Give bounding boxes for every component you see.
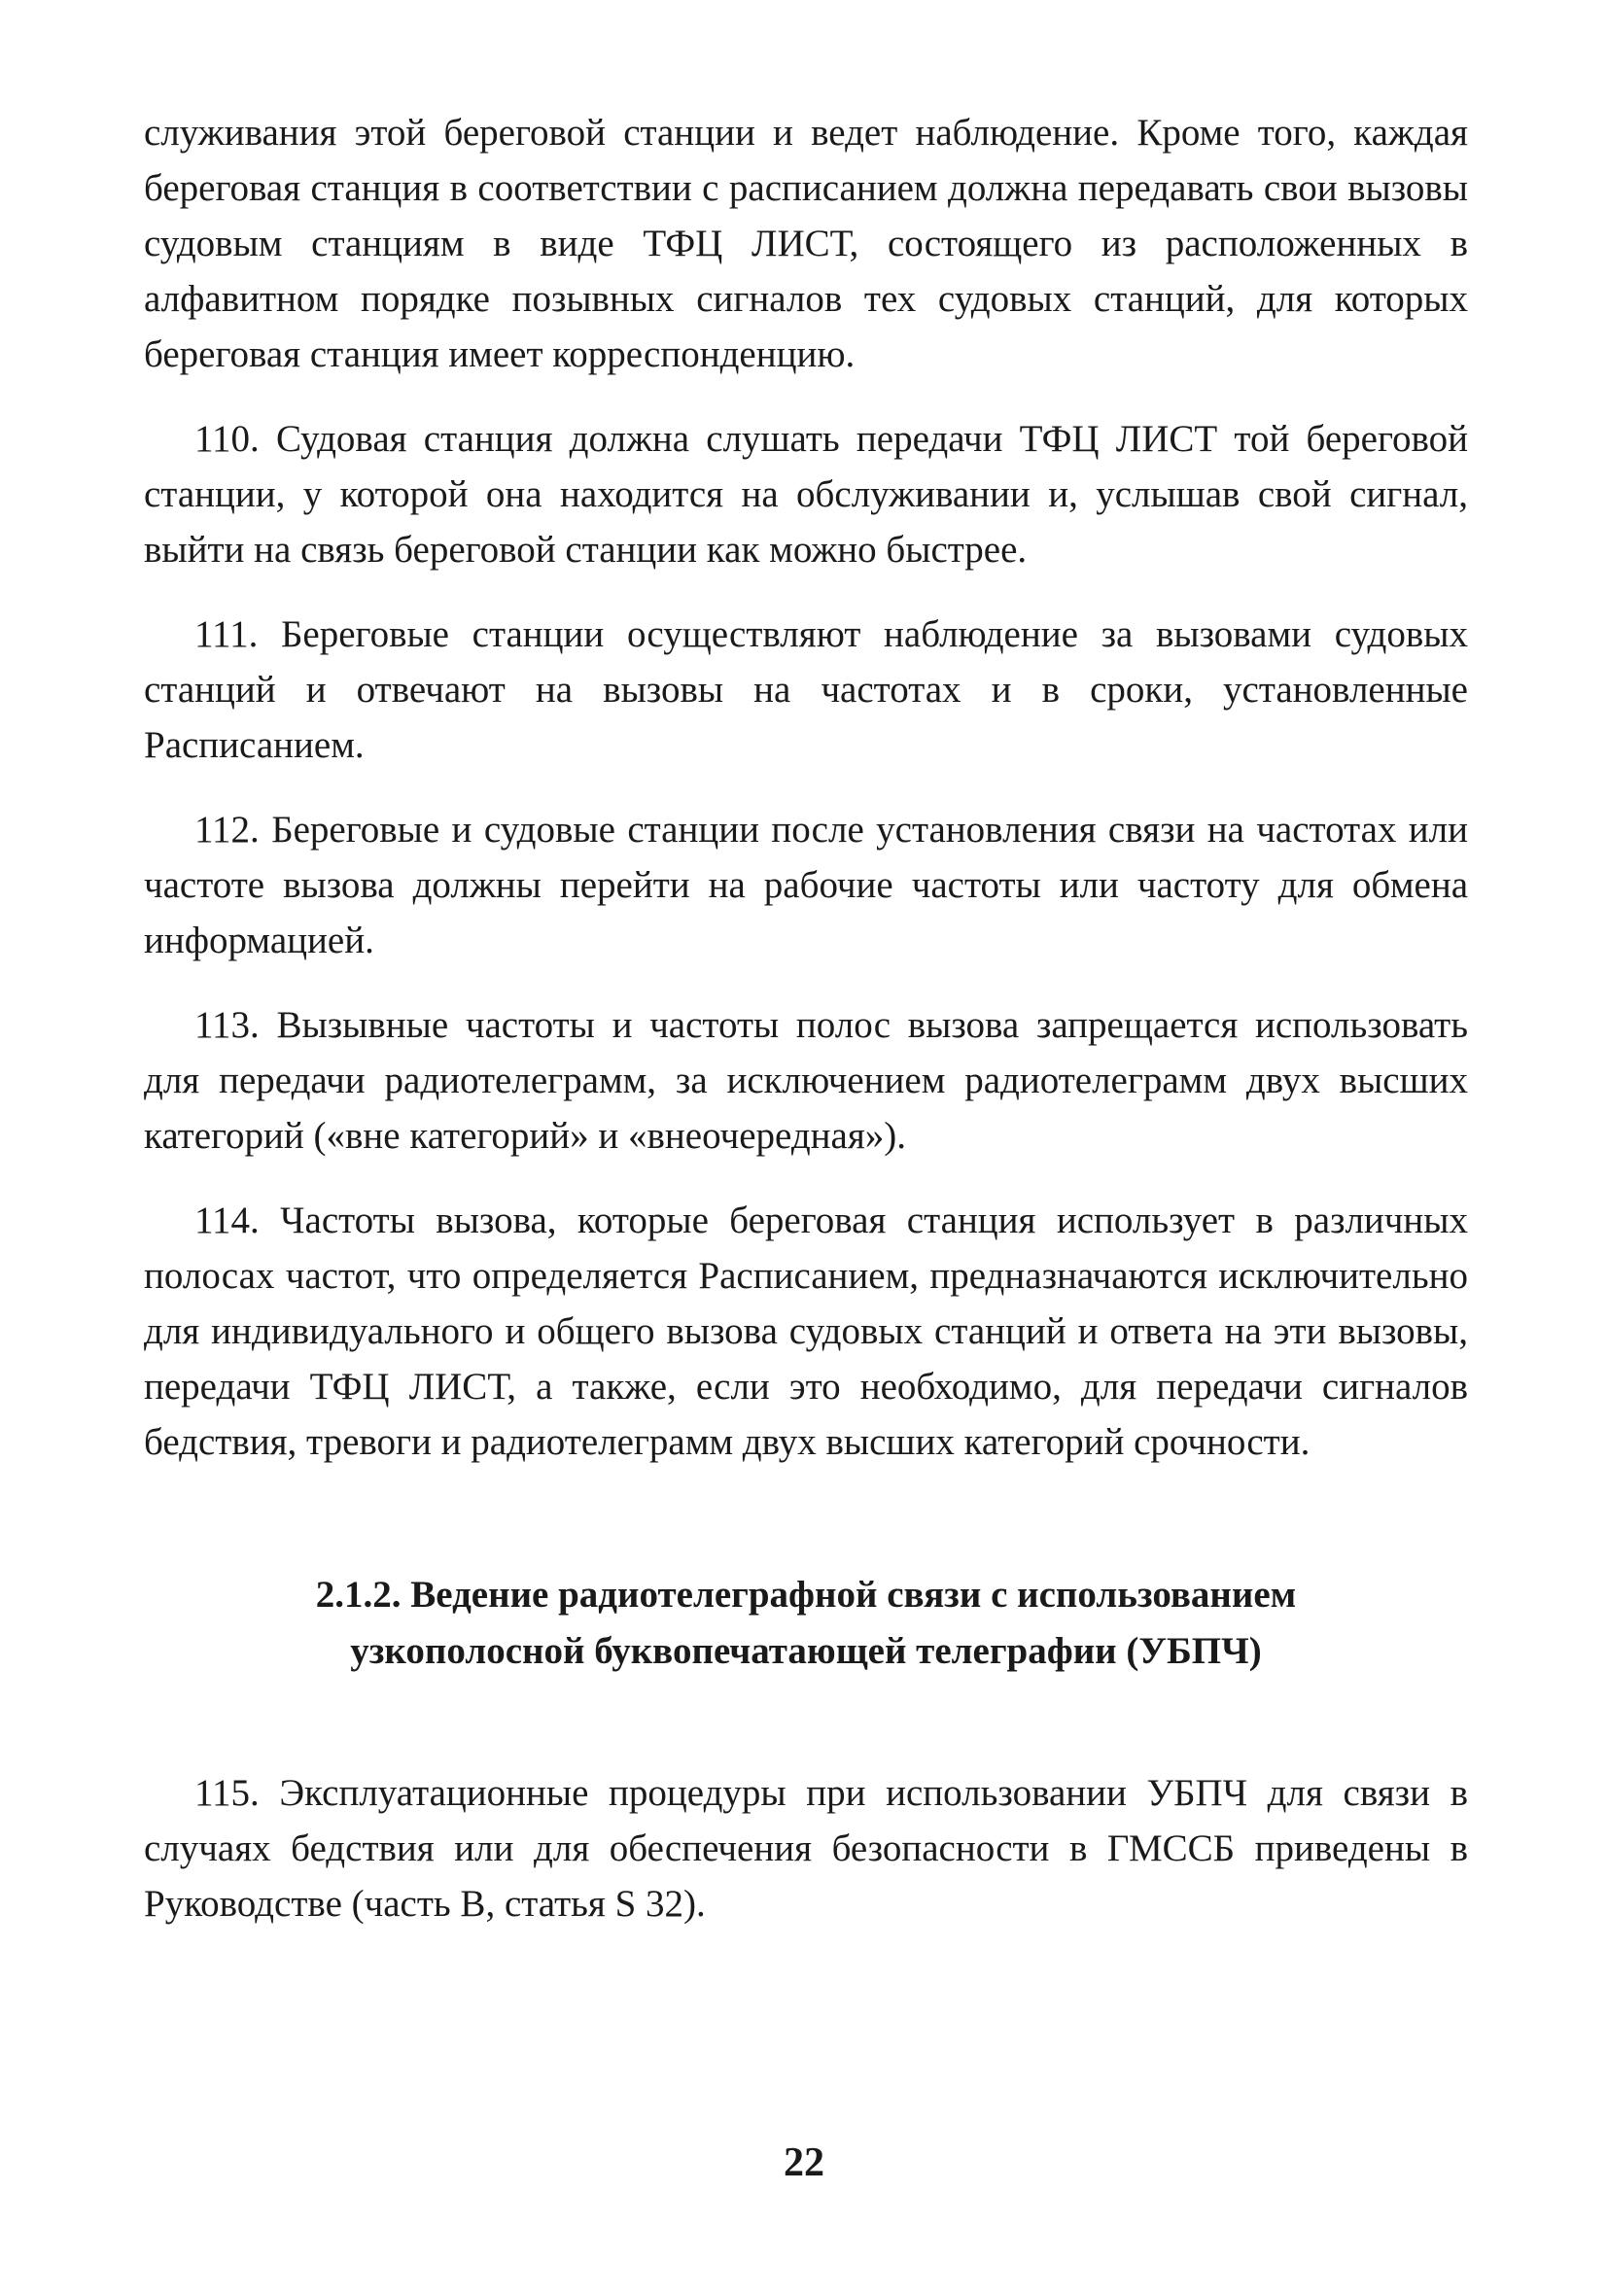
paragraph-113: 113. Вызывные частоты и частоты полос вызова запрещается использовать для передачи радиотелеграмм, за исключением радиотелеграмм двух высших категорий («вне категорий» и «внеочередная»). — [144, 1004, 1468, 1157]
document-page — [144, 105, 1468, 1961]
section-heading — [144, 1567, 1468, 1680]
paragraph-114: 114. Частоты вызова, которые береговая станция использует в различных полосах частот, что определяется Расписанием, предназначаются исключительно для индивидуального и общего вызова судовых станций и ответа на эти вызовы, передачи ТФЦ ЛИСТ, а также, если это необходимо, для передачи сигналов бедствия, тревоги и радиотелеграмм двух высших категорий срочности. — [144, 1200, 1468, 1463]
section-heading-line-1: 2.1.2. Ведение радиотелеграфной связи с использованием — [315, 1574, 1297, 1616]
paragraph-continuation: служивания этой береговой станции и ведет наблюдение. Кроме того, каждая береговая станция в соответствии с расписанием должна передавать свои вызовы судовым станциям в виде ТФЦ ЛИСТ, состоящего из расположенных в алфавитном порядке позывных сигналов тех судовых станций, для которых береговая станция имеет корреспонденцию. — [144, 112, 1468, 375]
paragraph-110: 110. Судовая станция должна слушать передачи ТФЦ ЛИСТ той береговой станции, у которой она находится на обслуживании и, услышав свой сигнал, выйти на связь береговой станции как можно быстрее. — [144, 418, 1468, 571]
paragraph-112: 112. Береговые и судовые станции после установления связи на частотах или частоте вызова должны перейти на рабочие частоты или частоту для обмена информацией. — [144, 809, 1468, 961]
page-number: 22 — [784, 2140, 824, 2185]
paragraph-115: 115. Эксплуатационные процедуры при использовании УБПЧ для связи в случаях бедствия или для обеспечения безопасности в ГМССБ приведены в Руководстве (часть В, статья S 32). — [144, 1772, 1468, 1925]
section-heading-line-2: узкополосной буквопечатающей телеграфии (УБПЧ) — [350, 1630, 1262, 1672]
paragraph-111: 111. Береговые станции осуществляют наблюдение за вызовами судовых станций и отвечают на вызовы на частотах и в сроки, установленные Расписанием. — [144, 613, 1468, 766]
